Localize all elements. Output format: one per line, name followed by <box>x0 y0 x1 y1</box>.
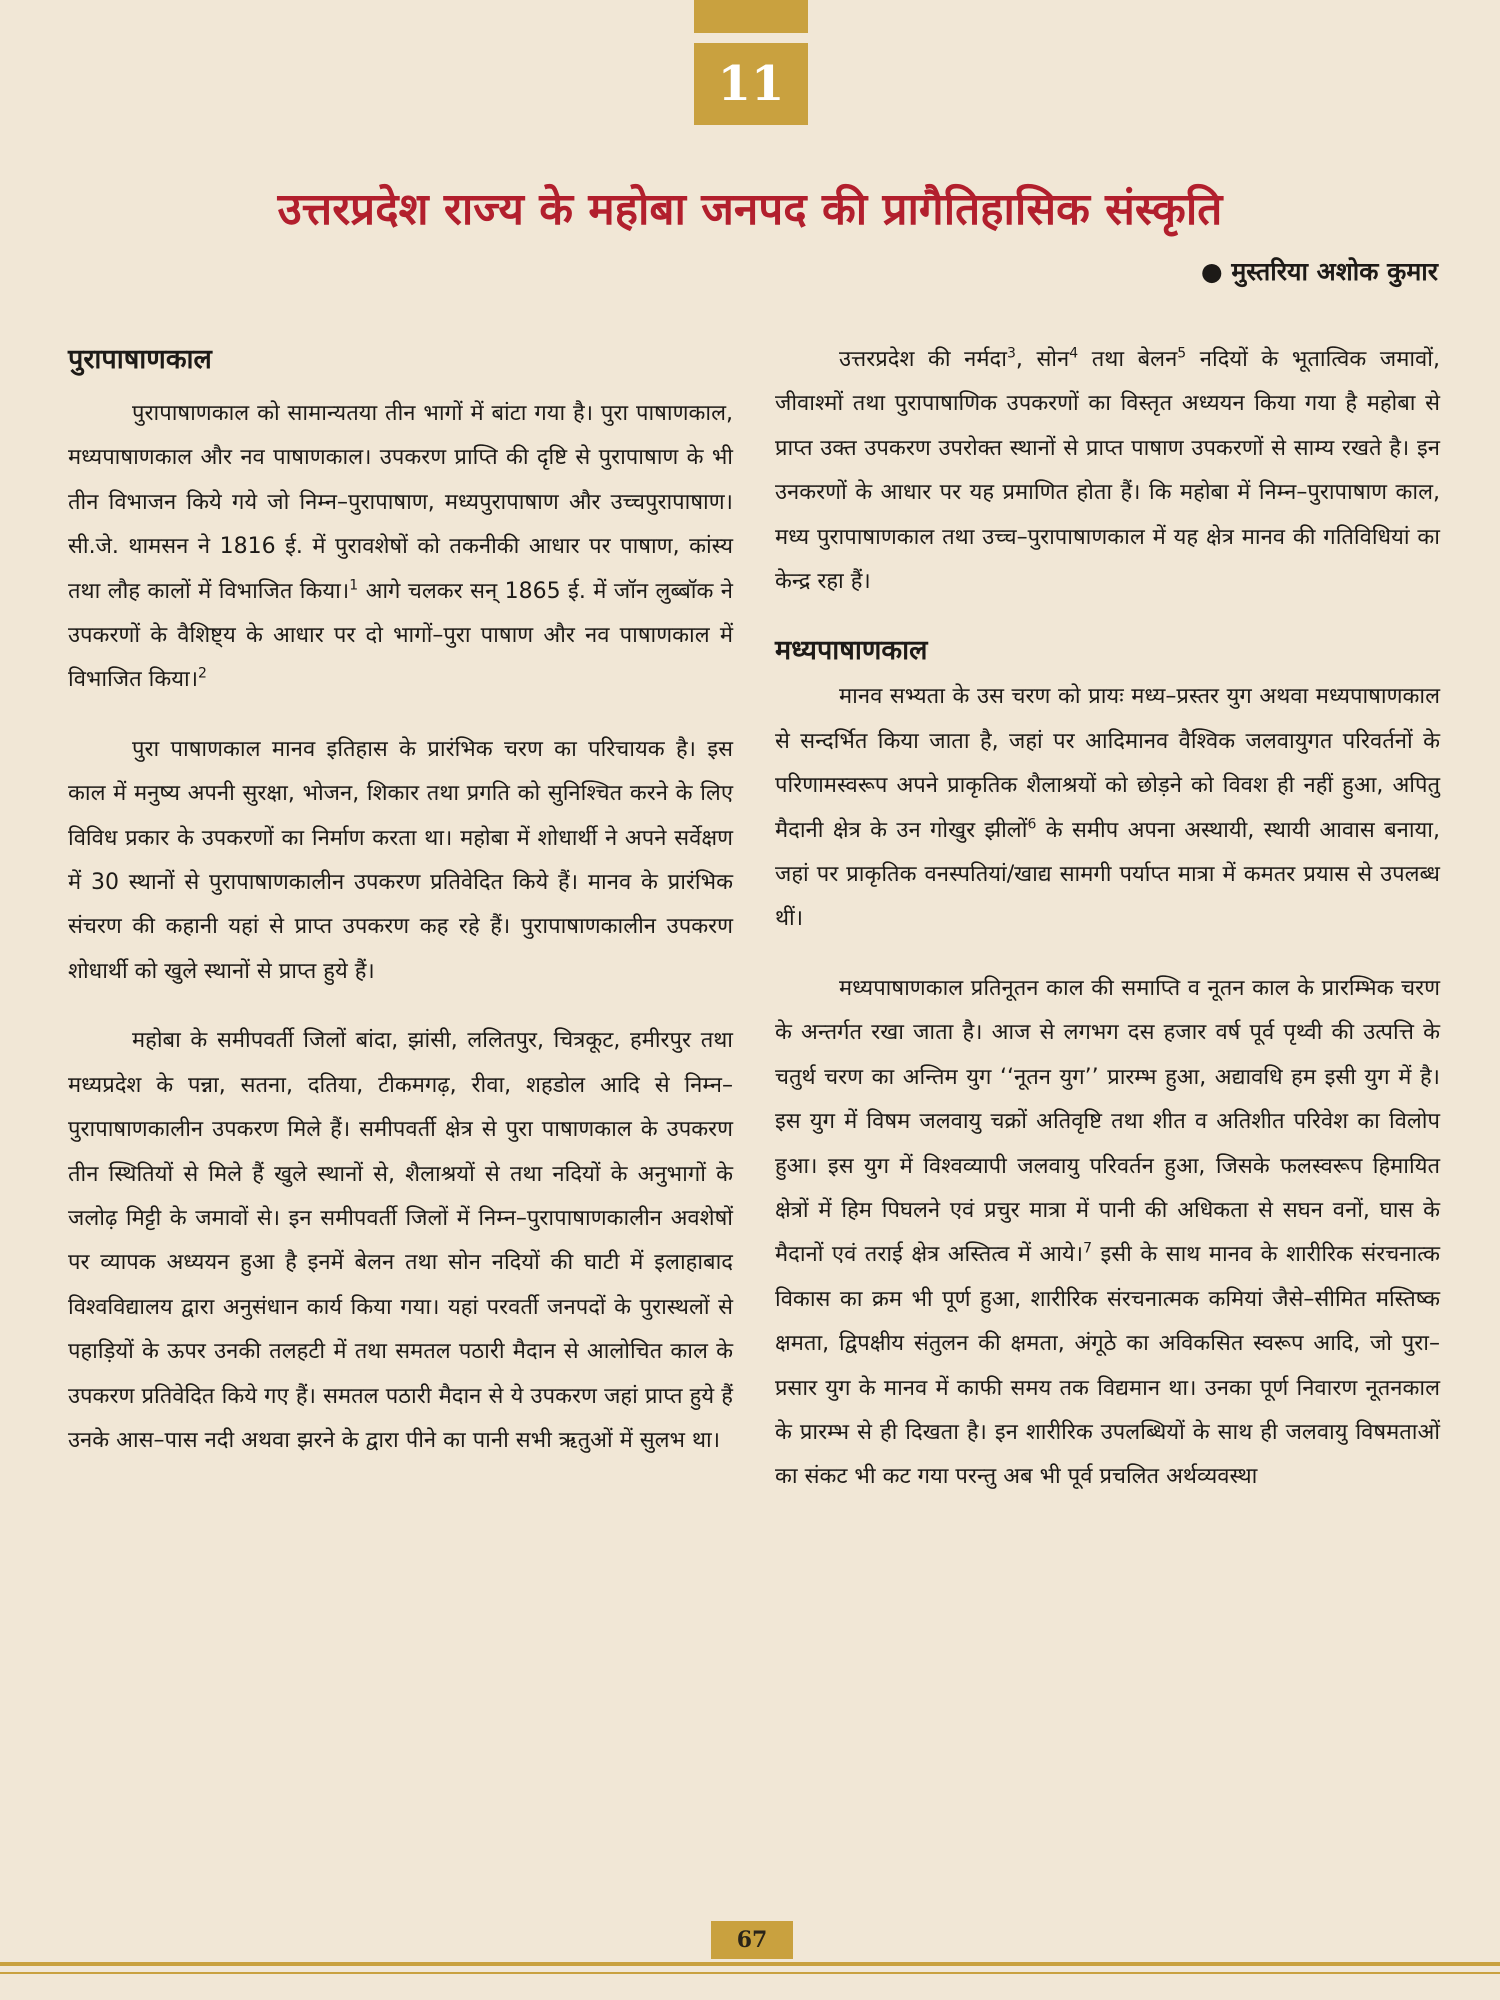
left-column <box>68 338 733 1488</box>
right-column <box>775 338 1440 1525</box>
article-title: उत्तरप्रदेश राज्य के महोबा जनपद की प्रागैतिहासिक संस्कृति <box>277 184 1223 235</box>
footnote-ref[interactable]: 4 <box>1069 345 1079 362</box>
paragraph-text: के समीप अपना अस्थायी, स्थायी आवास बनाया, जहां पर प्राकृतिक वनस्पतियां/खाद्य सामगी पर्याप्त मात्रा में कमतर प्रयास से उपलब्ध थीं। <box>775 817 1440 932</box>
paragraph-text: उत्तरप्रदेश की नर्मदा <box>839 347 1007 372</box>
paragraph-text: तथा बेलन <box>1078 347 1178 372</box>
paragraph-text: मानव सभ्यता के उस चरण को प्रायः मध्य–प्रस्तर युग अथवा मध्यपाषाणकाल से सन्दर्भित किया जाता है, जहां पर आदिमानव वैश्विक जलवायुगत परिवर्तनों के परिणामस्वरूप अपने प्राकृतिक शैलाश्रयों को छोड़ने को विवश ही नहीं हुआ, अपितु मैदानी क्षेत्र के उन गोखुर झीलों <box>775 684 1440 843</box>
paragraph-text: मध्यपाषाणकाल प्रतिनूतन काल की समाप्ति व नूतन काल के प्रारम्भिक चरण के अन्तर्गत रखा जाता है। आज से लगभग दस हजार वर्ष पूर्व पृथ्वी की उत्पत्ति के चतुर्थ चरण का अन्तिम युग ‘‘नूतन युग’’ प्रारम्भ हुआ, अद्यावधि हम इसी युग में है। इस युग में विषम जलवायु चक्रों अतिवृष्टि तथा शीत व अतिशीत परिवेश का विलोप हुआ। इस युग में विश्वव्यापी जलवायु परिवर्तन हुआ, जिसके फलस्वरूप हिमायित क्षेत्रों में हिम पिघलने एवं प्रचुर मात्रा में पानी की अधिकता से सघन वनों, घास के मैदानों एवं तराई क्षेत्र अस्तित्व में आये। <box>775 975 1440 1268</box>
paragraph: पुरा पाषाणकाल मानव इतिहास के प्रारंभिक चरण का परिचायक है। इस काल में मनुष्य अपनी सुरक्षा, भोजन, शिकार तथा प्रगति को सुनिश्चित करने के लिए विविध प्रकार के उपकरणों का निर्माण करता था। महोबा में शोधार्थी ने अपने सर्वेक्षण में 30 स्थानों से पुरापाषाणकालीन उपकरण प्रतिवेदित किये हैं। मानव के प्रारंभिक संचरण की कहानी यहां से प्राप्त उपकरण कह रहे हैं। पुरापाषाणकालीन उपकरण शोधार्थी को खुले स्थानों से प्राप्त हुये हैं। <box>68 736 733 984</box>
paragraph <box>775 967 1440 1500</box>
page-number-badge: 67 <box>711 1921 793 1959</box>
paragraph <box>775 338 1440 604</box>
author-name: ● मुस्तरिया अशोक कुमार <box>1200 257 1438 286</box>
paragraph: महोबा के समीपवर्ती जिलों बांदा, झांसी, ललितपुर, चित्रकूट, हमीरपुर तथा मध्यप्रदेश के पन्ना, सतना, दतिया, टीकमगढ़, रीवा, शहडोल आदि से निम्न–पुरापाषाणकालीन उपकरण मिले हैं। समीपवर्ती क्षेत्र से पुरा पाषाणकाल के उपकरण तीन स्थितियों से मिले हैं खुले स्थानों से, शैलाश्रयों से तथा नदियों के अनुभागों के जलोढ़ मिट्टी के जमावों से। इन समीपवर्ती जिलों में निम्न–पुरापाषाणकालीन अवशेषों पर व्यापक अध्ययन हुआ है इनमें बेलन तथा सोन नदियों की घाटी में इलाहाबाद विश्वविद्यालय द्वारा अनुसंधान कार्य किया गया। यहां परवर्ती जनपदों के पुरास्थलों से पहाड़ियों के ऊपर उनकी तलहटी में तथा समतल पठारी मैदान से आलोचित काल के उपकरण प्रतिवेदित किये गए हैं। समतल पठारी मैदान से ये उपकरण जहां प्राप्त हुये हैं उनके आस–पास नदी अथवा झरने के द्वारा पीने का पानी सभी ऋतुओं में सुलभ था। <box>68 1028 733 1453</box>
paragraph-text: नदियों के भूतात्विक जमावों, जीवाश्मों तथा पुरापाषाणिक उपकरणों का विस्तृत अध्ययन किया गया है महोबा से प्राप्त उक्त उपकरण उपरोक्त स्थानों से प्राप्त पाषाण उपकरणों से साम्य रखते है। इन उनकरणों के आधार पर यह प्रमाणित होता हैं। कि महोबा में निम्न–पुरापाषाण काल, मध्य पुरापाषाणकाल तथा उच्च–पुरापाषाणकाल में यह क्षेत्र मानव की गतिविधियां का केन्द्र रहा हैं। <box>775 347 1440 595</box>
footnote-ref[interactable]: 2 <box>198 666 207 683</box>
footnote-ref[interactable]: 3 <box>1006 345 1016 362</box>
paragraph-text: आगे चलकर सन् 1865 ई. में जॉन लुब्बॉक ने उपकरणों के वैशिष्ट्य के आधार पर दो भागों–पुरा पाषाण और नव पाषाणकाल में विभाजित किया। <box>68 578 734 693</box>
footnote-ref[interactable]: 5 <box>1177 345 1187 362</box>
paragraph-text: पुरापाषाणकाल को सामान्यतया तीन भागों में बांटा गया है। पुरा पाषाणकाल, मध्यपाषाणकाल और नव पाषाणकाल। उपकरण प्राप्ति की दृष्टि से पुरापाषाण के भी तीन विभाजन किये गये जो निम्न–पुरापाषाण, मध्यपुरापाषाण और उच्चपुरापाषाण। सी.जे. थामसन ने 1816 ई. में पुरावशेषों को तकनीकी आधार पर पाषाण, कांस्य तथा लौह कालों में विभाजित किया। <box>68 401 733 604</box>
section-heading-paleolithic: पुरापाषाणकाल <box>68 344 212 375</box>
footnote-ref[interactable]: 7 <box>1083 1240 1093 1257</box>
footer-rule <box>0 1972 1500 1974</box>
chapter-tab-decoration <box>694 0 808 33</box>
chapter-number-badge: 11 <box>694 43 808 125</box>
footnote-ref[interactable]: 1 <box>349 577 359 594</box>
paragraph <box>68 392 733 703</box>
footnote-ref[interactable]: 6 <box>1027 816 1037 833</box>
paragraph-text: , सोन <box>1015 347 1070 372</box>
paragraph-text: इसी के साथ मानव के शारीरिक संरचनात्क विकास का क्रम भी पूर्ण हुआ, शारीरिक संरचनात्मक कमियां जैसे–सीमित मस्तिष्क क्षमता, द्विपक्षीय संतुलन की क्षमता, अंगूठे का अविकसित स्वरूप आदि, जो पुरा–प्रसार युग के मानव में काफी समय तक विद्यमान था। उनका पूर्ण निवारण नूतनकाल के प्रारम्भ से ही दिखता है। इन शारीरिक उपलब्धियों के साथ ही जलवायु विषमताओं का संकट भी कट गया परन्तु अब भी पूर्व प्रचलित अर्थव्यवस्था <box>775 1242 1440 1490</box>
footer-rule <box>0 1962 1500 1966</box>
section-heading-mesolithic: मध्यपाषाणकाल <box>775 635 928 667</box>
paragraph <box>775 675 1440 941</box>
